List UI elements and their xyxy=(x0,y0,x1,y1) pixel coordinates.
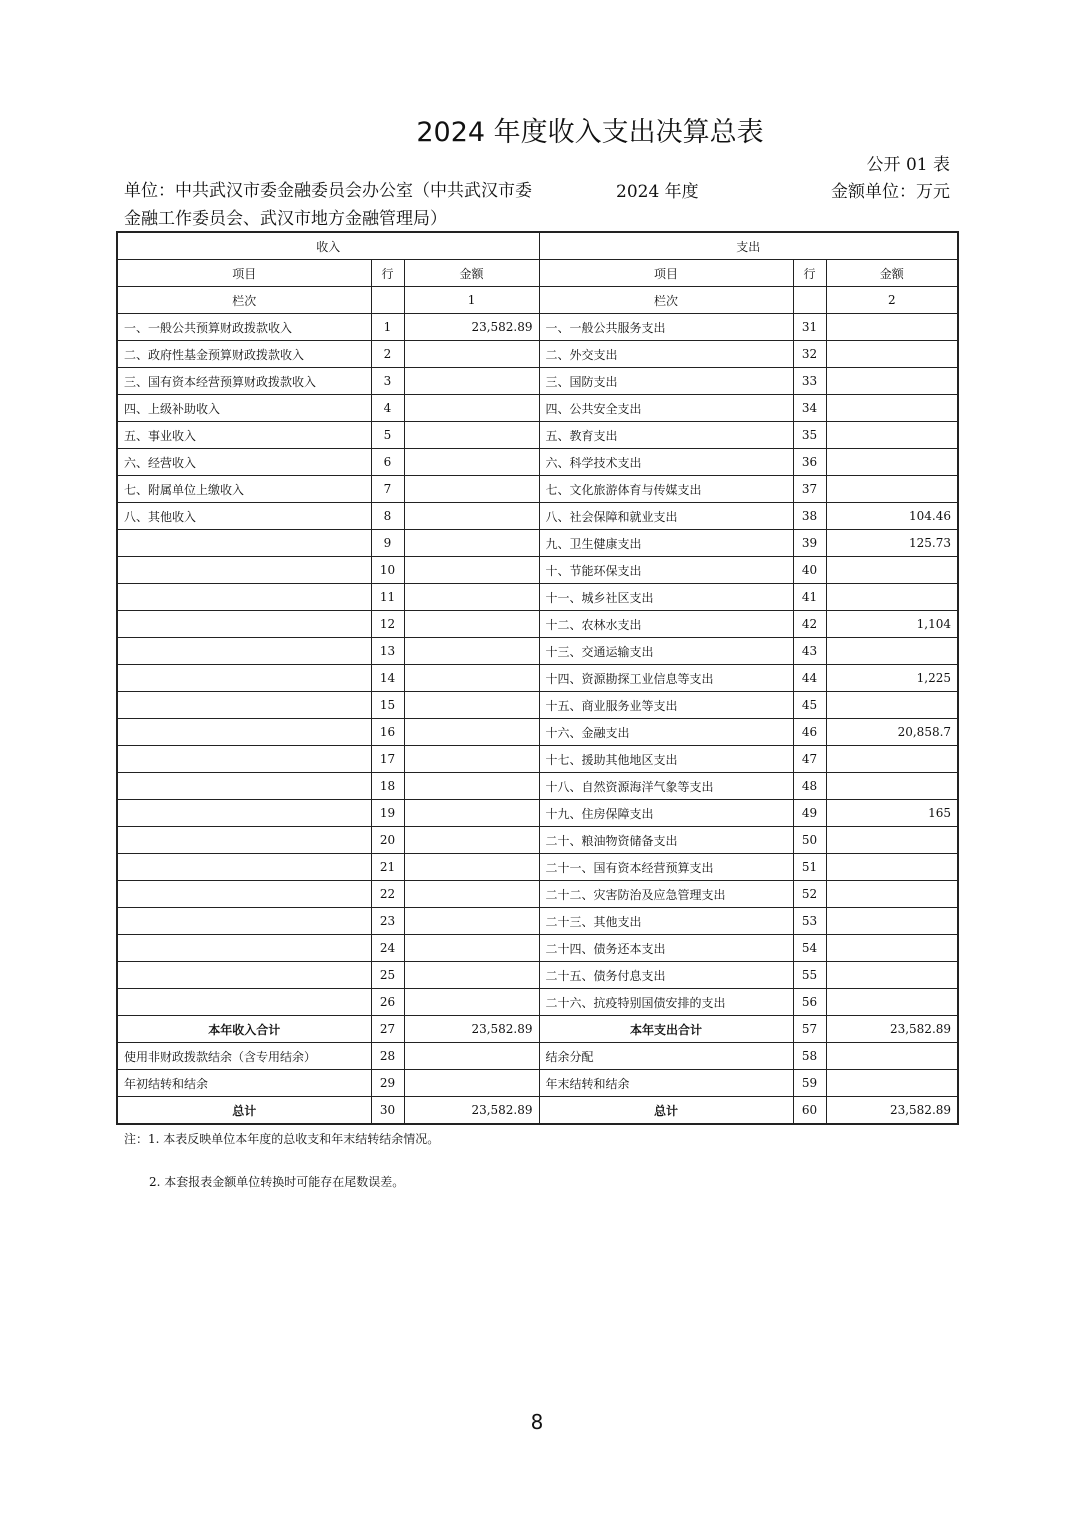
expense-amount-cell xyxy=(826,773,958,800)
income-item-cell: 总计 xyxy=(117,1097,371,1125)
income-amount-cell xyxy=(404,989,539,1016)
expense-row-number: 46 xyxy=(793,719,826,746)
expense-item-cell: 十、节能环保支出 xyxy=(539,557,793,584)
expense-item-cell: 结余分配 xyxy=(539,1043,793,1070)
income-amount-cell xyxy=(404,908,539,935)
income-amount-cell: 23,582.89 xyxy=(404,314,539,341)
income-row-number: 26 xyxy=(371,989,404,1016)
expense-amount-cell xyxy=(826,584,958,611)
expense-row-number: 49 xyxy=(793,800,826,827)
expense-amount-cell xyxy=(826,989,958,1016)
expense-row-number: 44 xyxy=(793,665,826,692)
expense-item-cell: 十三、交通运输支出 xyxy=(539,638,793,665)
income-item-cell xyxy=(117,611,371,638)
expense-amount-cell: 20,858.7 xyxy=(826,719,958,746)
expense-row-number: 50 xyxy=(793,827,826,854)
income-item-cell: 五、事业收入 xyxy=(117,422,371,449)
income-row-blank xyxy=(371,287,404,314)
income-amount-cell xyxy=(404,746,539,773)
expense-row-number: 57 xyxy=(793,1016,826,1043)
expense-item-cell: 总计 xyxy=(539,1097,793,1125)
expense-row-number: 40 xyxy=(793,557,826,584)
income-amount-cell xyxy=(404,827,539,854)
table-row xyxy=(117,476,958,503)
income-item-cell xyxy=(117,962,371,989)
expense-row-number: 35 xyxy=(793,422,826,449)
expense-amount-cell xyxy=(826,1070,958,1097)
income-item-cell: 七、附属单位上缴收入 xyxy=(117,476,371,503)
expense-amount-cell xyxy=(826,962,958,989)
income-row-number: 2 xyxy=(371,341,404,368)
expense-row-number: 39 xyxy=(793,530,826,557)
table-row xyxy=(117,341,958,368)
income-item-cell xyxy=(117,746,371,773)
income-amount-cell xyxy=(404,935,539,962)
income-amount-cell xyxy=(404,962,539,989)
income-column-label: 栏次 xyxy=(117,287,371,314)
expense-item-cell: 二十六、抗疫特别国债安排的支出 xyxy=(539,989,793,1016)
income-row-number: 29 xyxy=(371,1070,404,1097)
expense-row-number: 60 xyxy=(793,1097,826,1125)
report-year: 2024 年度 xyxy=(616,182,699,202)
expense-row-number: 54 xyxy=(793,935,826,962)
income-row-number: 3 xyxy=(371,368,404,395)
expense-row-number: 48 xyxy=(793,773,826,800)
income-amount-cell xyxy=(404,476,539,503)
income-item-cell xyxy=(117,908,371,935)
expense-item-cell: 五、教育支出 xyxy=(539,422,793,449)
table-row xyxy=(117,1097,958,1125)
table-row xyxy=(117,422,958,449)
income-row-number: 4 xyxy=(371,395,404,422)
table-row xyxy=(117,692,958,719)
income-amount-cell xyxy=(404,773,539,800)
income-item-cell xyxy=(117,638,371,665)
expense-item-cell: 二十三、其他支出 xyxy=(539,908,793,935)
income-row-number: 6 xyxy=(371,449,404,476)
income-row-number: 11 xyxy=(371,584,404,611)
table-row xyxy=(117,908,958,935)
expense-header: 支出 xyxy=(539,232,958,260)
expense-row-number: 34 xyxy=(793,395,826,422)
expense-amount-header: 金额 xyxy=(826,260,958,287)
income-item-cell xyxy=(117,557,371,584)
income-amount-cell xyxy=(404,1070,539,1097)
income-item-cell: 年初结转和结余 xyxy=(117,1070,371,1097)
table-row xyxy=(117,1016,958,1043)
income-amount-cell xyxy=(404,449,539,476)
income-row-number: 24 xyxy=(371,935,404,962)
income-amount-cell xyxy=(404,854,539,881)
income-item-cell xyxy=(117,827,371,854)
income-amount-cell xyxy=(404,503,539,530)
income-row-number: 18 xyxy=(371,773,404,800)
income-row-number: 23 xyxy=(371,908,404,935)
income-item-cell: 三、国有资本经营预算财政拨款收入 xyxy=(117,368,371,395)
expense-row-number: 45 xyxy=(793,692,826,719)
expense-item-cell: 七、文化旅游体育与传媒支出 xyxy=(539,476,793,503)
budget-table xyxy=(116,231,959,1125)
table-row xyxy=(117,1043,958,1070)
income-amount-cell xyxy=(404,611,539,638)
table-row xyxy=(117,989,958,1016)
header-row-section xyxy=(117,232,958,260)
expense-amount-cell xyxy=(826,935,958,962)
table-row xyxy=(117,827,958,854)
income-amount-cell xyxy=(404,368,539,395)
expense-item-cell: 三、国防支出 xyxy=(539,368,793,395)
expense-item-cell: 九、卫生健康支出 xyxy=(539,530,793,557)
income-amount-cell xyxy=(404,395,539,422)
expense-row-number: 41 xyxy=(793,584,826,611)
income-item-cell xyxy=(117,854,371,881)
income-amount-cell: 23,582.89 xyxy=(404,1016,539,1043)
expense-amount-cell: 23,582.89 xyxy=(826,1097,958,1125)
reporting-unit: 单位：中共武汉市委金融委员会办公室（中共武汉市委金融工作委员会、武汉市地方金融管理局） xyxy=(124,181,532,229)
income-item-cell: 本年收入合计 xyxy=(117,1016,371,1043)
income-amount-cell xyxy=(404,584,539,611)
income-row-number: 22 xyxy=(371,881,404,908)
note-2: 2. 本套报表金额单位转换时可能存在尾数误差。 xyxy=(149,1175,405,1189)
expense-item-header: 项目 xyxy=(539,260,793,287)
expense-item-cell: 十六、金融支出 xyxy=(539,719,793,746)
note-1: 注：1. 本表反映单位本年度的总收支和年末结转结余情况。 xyxy=(124,1132,440,1146)
income-item-cell xyxy=(117,719,371,746)
expense-amount-cell xyxy=(826,341,958,368)
table-row xyxy=(117,368,958,395)
expense-row-number: 52 xyxy=(793,881,826,908)
expense-row-number: 47 xyxy=(793,746,826,773)
header-row-column-numbers xyxy=(117,287,958,314)
page-number: 8 xyxy=(530,1410,544,1434)
income-row-number: 25 xyxy=(371,962,404,989)
income-row-number: 5 xyxy=(371,422,404,449)
expense-amount-cell xyxy=(826,368,958,395)
income-item-cell: 六、经营收入 xyxy=(117,449,371,476)
income-amount-cell xyxy=(404,557,539,584)
expense-column-label: 栏次 xyxy=(539,287,793,314)
table-row xyxy=(117,881,958,908)
expense-amount-cell xyxy=(826,881,958,908)
income-row-number: 19 xyxy=(371,800,404,827)
expense-item-cell: 六、科学技术支出 xyxy=(539,449,793,476)
income-row-number: 10 xyxy=(371,557,404,584)
expense-item-cell: 二十五、债务付息支出 xyxy=(539,962,793,989)
income-amount-cell xyxy=(404,341,539,368)
table-row xyxy=(117,584,958,611)
expense-item-cell: 一、一般公共服务支出 xyxy=(539,314,793,341)
expense-item-cell: 四、公共安全支出 xyxy=(539,395,793,422)
expense-row-number: 55 xyxy=(793,962,826,989)
expense-item-cell: 年末结转和结余 xyxy=(539,1070,793,1097)
income-item-cell: 使用非财政拨款结余（含专用结余） xyxy=(117,1043,371,1070)
expense-item-cell: 十五、商业服务业等支出 xyxy=(539,692,793,719)
table-row xyxy=(117,746,958,773)
income-row-number: 21 xyxy=(371,854,404,881)
income-row-number: 30 xyxy=(371,1097,404,1125)
table-row xyxy=(117,638,958,665)
income-item-cell xyxy=(117,989,371,1016)
money-unit: 金额单位：万元 xyxy=(831,182,950,202)
expense-item-cell: 十二、农林水支出 xyxy=(539,611,793,638)
income-amount-header: 金额 xyxy=(404,260,539,287)
income-column-number: 1 xyxy=(404,287,539,314)
expense-amount-cell xyxy=(826,746,958,773)
expense-item-cell: 十一、城乡社区支出 xyxy=(539,584,793,611)
expense-row-number: 59 xyxy=(793,1070,826,1097)
expense-item-cell: 十九、住房保障支出 xyxy=(539,800,793,827)
expense-column-number: 2 xyxy=(826,287,958,314)
expense-item-cell: 八、社会保障和就业支出 xyxy=(539,503,793,530)
expense-amount-cell: 104.46 xyxy=(826,503,958,530)
table-row xyxy=(117,773,958,800)
income-row-number: 15 xyxy=(371,692,404,719)
income-amount-cell xyxy=(404,800,539,827)
income-row-number: 27 xyxy=(371,1016,404,1043)
expense-item-cell: 二十、粮油物资储备支出 xyxy=(539,827,793,854)
income-amount-cell xyxy=(404,422,539,449)
income-amount-cell xyxy=(404,881,539,908)
expense-row-number: 51 xyxy=(793,854,826,881)
expense-item-cell: 十七、援助其他地区支出 xyxy=(539,746,793,773)
income-row-number: 8 xyxy=(371,503,404,530)
income-row-number: 14 xyxy=(371,665,404,692)
income-row-number: 17 xyxy=(371,746,404,773)
expense-item-cell: 二十一、国有资本经营预算支出 xyxy=(539,854,793,881)
income-item-cell: 八、其他收入 xyxy=(117,503,371,530)
expense-amount-cell xyxy=(826,827,958,854)
income-item-cell xyxy=(117,800,371,827)
expense-amount-cell xyxy=(826,557,958,584)
expense-row-number: 58 xyxy=(793,1043,826,1070)
income-amount-cell: 23,582.89 xyxy=(404,1097,539,1125)
income-amount-cell xyxy=(404,638,539,665)
expense-amount-cell xyxy=(826,395,958,422)
expense-amount-cell xyxy=(826,449,958,476)
expense-item-cell: 十四、资源勘探工业信息等支出 xyxy=(539,665,793,692)
table-row xyxy=(117,665,958,692)
expense-amount-cell xyxy=(826,476,958,503)
expense-row-number: 38 xyxy=(793,503,826,530)
table-row xyxy=(117,1070,958,1097)
income-row-number: 9 xyxy=(371,530,404,557)
expense-item-cell: 二十四、债务还本支出 xyxy=(539,935,793,962)
income-item-cell xyxy=(117,935,371,962)
expense-amount-cell: 23,582.89 xyxy=(826,1016,958,1043)
expense-row-number: 33 xyxy=(793,368,826,395)
income-row-number: 7 xyxy=(371,476,404,503)
income-amount-cell xyxy=(404,665,539,692)
expense-row-number: 31 xyxy=(793,314,826,341)
form-number: 公开 01 表 xyxy=(866,155,950,175)
expense-amount-cell xyxy=(826,422,958,449)
expense-row-number: 42 xyxy=(793,611,826,638)
income-row-number: 13 xyxy=(371,638,404,665)
income-row-number: 28 xyxy=(371,1043,404,1070)
expense-amount-cell xyxy=(826,908,958,935)
expense-row-number: 37 xyxy=(793,476,826,503)
income-row-number: 20 xyxy=(371,827,404,854)
table-row xyxy=(117,395,958,422)
table-row xyxy=(117,611,958,638)
table-row xyxy=(117,449,958,476)
table-row xyxy=(117,854,958,881)
income-amount-cell xyxy=(404,1043,539,1070)
income-row-number: 12 xyxy=(371,611,404,638)
expense-row-blank xyxy=(793,287,826,314)
expense-amount-cell: 125.73 xyxy=(826,530,958,557)
expense-amount-cell xyxy=(826,638,958,665)
income-row-number: 16 xyxy=(371,719,404,746)
expense-item-cell: 二十二、灾害防治及应急管理支出 xyxy=(539,881,793,908)
income-item-cell: 四、上级补助收入 xyxy=(117,395,371,422)
expense-amount-cell: 165 xyxy=(826,800,958,827)
income-row-header: 行 xyxy=(371,260,404,287)
expense-item-cell: 本年支出合计 xyxy=(539,1016,793,1043)
income-item-cell xyxy=(117,530,371,557)
page-title: 2024 年度收入支出决算总表 xyxy=(416,117,764,148)
expense-row-number: 36 xyxy=(793,449,826,476)
expense-item-cell: 十八、自然资源海洋气象等支出 xyxy=(539,773,793,800)
income-item-cell xyxy=(117,773,371,800)
expense-amount-cell xyxy=(826,314,958,341)
table-row xyxy=(117,800,958,827)
income-item-header: 项目 xyxy=(117,260,371,287)
table-row xyxy=(117,314,958,341)
expense-row-number: 32 xyxy=(793,341,826,368)
expense-amount-cell: 1,225 xyxy=(826,665,958,692)
income-row-number: 1 xyxy=(371,314,404,341)
table-row xyxy=(117,719,958,746)
expense-row-number: 56 xyxy=(793,989,826,1016)
income-item-cell xyxy=(117,881,371,908)
income-header: 收入 xyxy=(117,232,539,260)
expense-amount-cell xyxy=(826,1043,958,1070)
expense-item-cell: 二、外交支出 xyxy=(539,341,793,368)
expense-amount-cell xyxy=(826,854,958,881)
table-row xyxy=(117,962,958,989)
income-item-cell xyxy=(117,692,371,719)
income-amount-cell xyxy=(404,692,539,719)
expense-row-header: 行 xyxy=(793,260,826,287)
table-row xyxy=(117,530,958,557)
table-row xyxy=(117,935,958,962)
table-row xyxy=(117,557,958,584)
income-amount-cell xyxy=(404,719,539,746)
income-item-cell: 一、一般公共预算财政拨款收入 xyxy=(117,314,371,341)
expense-row-number: 53 xyxy=(793,908,826,935)
expense-amount-cell xyxy=(826,692,958,719)
table-row xyxy=(117,503,958,530)
expense-row-number: 43 xyxy=(793,638,826,665)
income-item-cell xyxy=(117,584,371,611)
income-amount-cell xyxy=(404,530,539,557)
header-row-columns xyxy=(117,260,958,287)
income-item-cell: 二、政府性基金预算财政拨款收入 xyxy=(117,341,371,368)
expense-amount-cell: 1,104 xyxy=(826,611,958,638)
income-item-cell xyxy=(117,665,371,692)
